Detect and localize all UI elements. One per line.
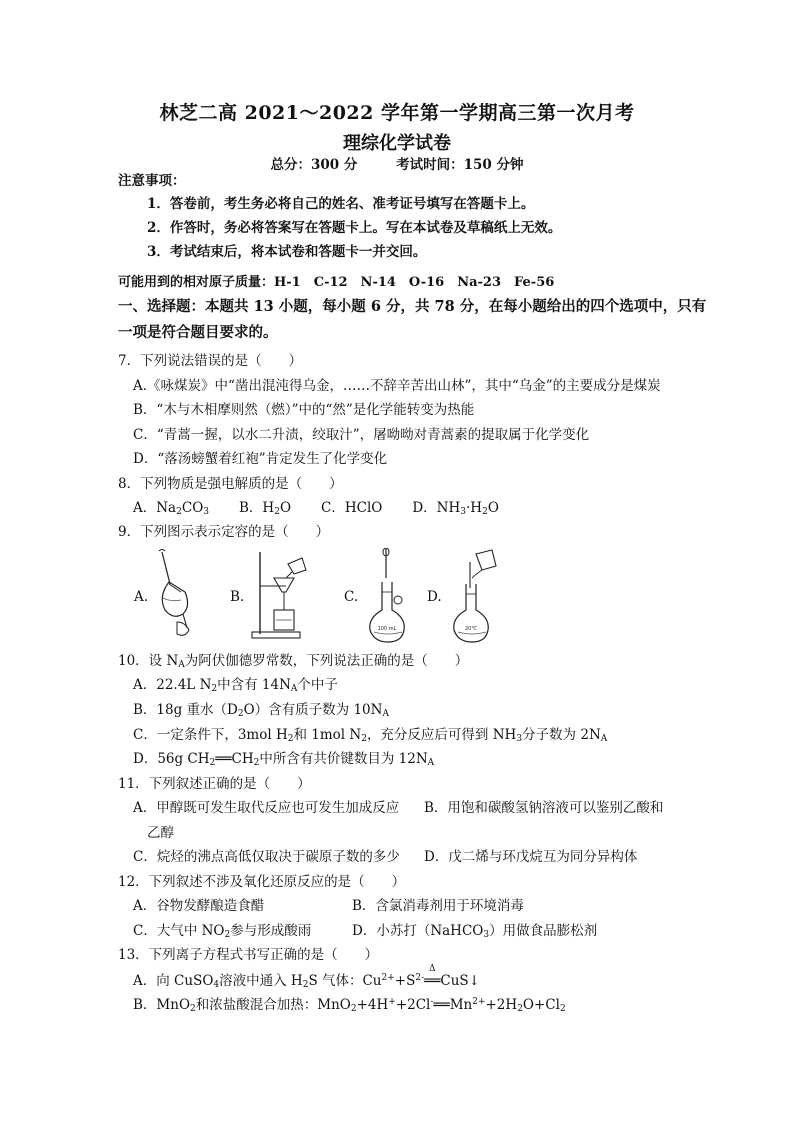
question-13-option-b: B．MnO$_2$和浓盐酸混合加热：$MnO_2+4H^++2Cl^-══Mn^{2+}+2H_2O+Cl_2$ — [133, 997, 566, 1014]
atomic-masses: 可能用到的相对原子质量：H-1 C-12 N-14 O-16 Na-23 Fe-56 — [118, 275, 555, 290]
question-10-option-c: C．一定条件下，3mol $H_2$和 1mol $N_2$，充分反应后可得到 $NH_3$分子数为 $2N_A$ — [133, 727, 608, 744]
question-11-stem: 11．下列叙述正确的是（ ） — [118, 776, 311, 792]
question-13-option-a: A．向 CuSO$_4$溶液中通入 $H_2S$ 气体：$Cu^{2+}+S^{2-}$ Δ ══CuS↓ — [133, 964, 480, 990]
figure-label-b: B. — [230, 589, 245, 605]
figure-label-d: D. — [427, 589, 442, 605]
exam-time: 考试时间：150 分钟 — [396, 157, 524, 173]
question-7-option-d: D．“落汤螃蟹着红袍”肯定发生了化学变化 — [133, 451, 388, 467]
note-item: 3．考试结束后，将本试卷和答题卡一并交回。 — [147, 244, 427, 260]
note-item: 1．答卷前，考生务必将自己的姓名、准考证号填写在答题卡上。 — [147, 196, 535, 212]
question-12-option-a: A．谷物发酵酿造食醋 — [133, 898, 265, 914]
flask-c-label: 100 mL — [377, 626, 397, 632]
notes-heading: 注意事项： — [118, 173, 186, 189]
separatory-funnel-figure — [155, 548, 197, 640]
question-7-option-c: C．“青蒿一握，以水二升渍，绞取汁”，屠呦呦对青蒿素的提取属于化学变化 — [133, 427, 590, 443]
flask-d-label: 20℃ — [465, 626, 477, 632]
section-heading-cont: 一项是符合题目要求的。 — [118, 324, 278, 341]
figure-label-c: C. — [344, 589, 359, 605]
question-12-option-c: C．大气中 $NO_2$参与形成酸雨 — [133, 923, 312, 940]
question-10-option-b: B．18g 重水$(D_2O)$含有质子数为 $10N_A$ — [133, 702, 389, 719]
question-8-option-c: C．HClO — [321, 500, 383, 516]
question-12-option-b: B．含氯消毒剂用于环境消毒 — [352, 898, 524, 914]
question-12-option-d: D．小苏打（NaHCO$_3$）用做食品膨松剂 — [352, 923, 598, 940]
filtration-stand-figure — [246, 548, 316, 640]
total-score: 总分：300 分 — [270, 157, 358, 173]
question-10-stem: 10．设 $N_A$为阿伏伽德罗常数，下列说法正确的是（ ） — [118, 653, 469, 670]
question-9-stem: 9．下列图示表示定容的是（ ） — [118, 524, 330, 540]
note-item: 2．作答时，务必将答案写在答题卡上。写在本试卷及草稿纸上无效。 — [147, 220, 562, 236]
question-8-option-a: A．$Na_2CO_3$ — [133, 500, 209, 517]
exam-meta — [0, 153, 794, 173]
volumetric-flask-dropper-figure — [364, 548, 414, 644]
question-11-option-b-cont: 乙醇 — [147, 825, 174, 841]
exam-subtitle: 理综化学试卷 — [343, 133, 451, 154]
question-11-option-a: A．甲醇既可发生取代反应也可发生加成反应 — [133, 800, 400, 816]
question-8-option-b: B．$H_2O$ — [239, 500, 292, 517]
question-11-option-c: C．烷烃的沸点高低仅取决于碳原子数的多少 — [133, 849, 400, 865]
exam-title: 林芝二高 2021～2022 学年第一学期高三第一次月考 — [159, 102, 635, 124]
question-11-option-d: D．戊二烯与环戊烷互为同分异构体 — [424, 849, 638, 865]
question-10-option-d: D．56g $CH_2══CH_2$中所含有共价键数目为 $12N_A$ — [133, 751, 435, 768]
question-13-stem: 13．下列离子方程式书写正确的是（ ） — [118, 947, 379, 963]
figure-label-a: A. — [134, 589, 149, 605]
question-11-option-b: B．用饱和碳酸氢钠溶液可以鉴别乙酸和 — [424, 800, 664, 816]
volumetric-flask-pouring-figure — [448, 548, 502, 644]
heat-condition: Δ ══ — [424, 964, 441, 989]
question-10-option-a: A．22.4L $N_2$中含有 $14N_A$个中子 — [133, 677, 338, 694]
question-8-stem: 8．下列物质是强电解质的是（ ） — [118, 476, 343, 492]
section-heading: 一、选择题：本题共 13 小题，每小题 6 分，共 78 分，在每小题给出的四个选项中，只有 — [118, 298, 707, 315]
question-7-option-b: B．“木与木相摩则然（燃）”中的“然”是化学能转变为热能 — [133, 402, 475, 418]
question-8-options — [133, 499, 499, 517]
question-9-figures — [128, 548, 528, 648]
question-7-option-a: A.《咏煤炭》中“凿出混沌得乌金，……不辞辛苦出山林”，其中“乌金”的主要成分是煤炭 — [133, 378, 661, 394]
question-12-stem: 12．下列叙述不涉及氧化还原反应的是（ ） — [118, 874, 406, 890]
question-7-stem: 7．下列说法错误的是（ ） — [118, 353, 303, 369]
question-8-option-d: D．$NH_3\cdot H_2O$ — [412, 500, 499, 517]
